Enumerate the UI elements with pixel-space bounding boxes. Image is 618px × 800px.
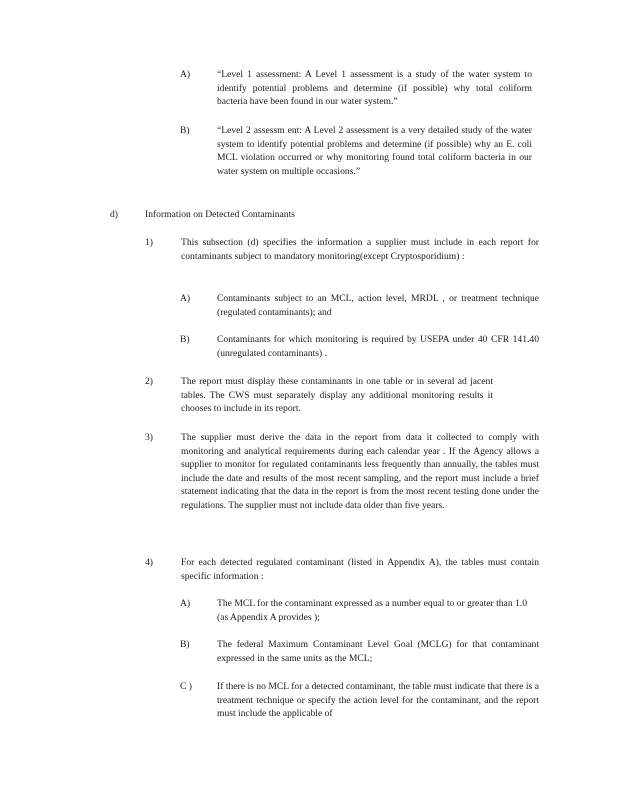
item-text: For each detected regulated contaminant (listed in Appendix A), the tables must contain specific information : <box>181 557 539 582</box>
subsection-4-a <box>0 597 618 625</box>
item-text: This subsection (d) specifies the information a supplier must include in each report for contaminants subject to mandatory monitoring(except Cryptosporidium) : <box>181 237 539 262</box>
section-title: Information on Detected Contaminants <box>145 209 295 220</box>
item-text: “Level 2 assessm ent: A Level 2 assessment is a very detailed study of the water system to identify potential problems and determine (if possible) why an E. coli MCL violation occurred or why monitoring found total coliform bacteria in our water system on multiple occasions.” <box>217 125 532 177</box>
definition-level-1 <box>0 68 618 110</box>
item-text: The federal Maximum Contaminant Level Goal (MCLG) for that contaminant expressed in the same units as the MCL; <box>217 639 539 664</box>
subsection-2 <box>0 375 618 417</box>
subsection-4-b <box>0 638 618 666</box>
item-label: 2) <box>145 376 153 387</box>
item-text: The supplier must derive the data in the report from data it collected to comply with monitoring and analytical requirements during each calendar year . If the Agency allows a supplier to monitor for regulated contaminants less frequently than annually, the tables must include the date and results of the most recent sampling, and the report must include a brief statement indicating that the data in the report is from the most recent testing done under the regulations. The supplier must not include data older than five years. <box>181 432 539 511</box>
item-label: C ) <box>180 681 192 692</box>
item-label: 3) <box>145 432 153 443</box>
item-text: Contaminants subject to an MCL, action level, MRDL , or treatment technique (regulated contaminants); and <box>217 293 539 318</box>
section-heading-d <box>0 208 618 222</box>
subsection-1-a <box>0 292 618 320</box>
item-label: A) <box>180 598 191 609</box>
subsection-1-b <box>0 333 618 361</box>
item-label: 4) <box>145 557 153 568</box>
item-label: B) <box>180 334 190 345</box>
item-label: A) <box>180 293 191 304</box>
subsection-1 <box>0 236 618 278</box>
item-text: The MCL for the contaminant expressed as a number equal to or greater than 1.0 (as Appendix A provides ); <box>217 598 528 623</box>
item-label: B) <box>180 639 190 650</box>
item-text: Contaminants for which monitoring is required by USEPA under 40 CFR 141.40 (unregulated contaminants) . <box>217 334 539 359</box>
item-text: If there is no MCL for a detected contaminant, the table must indicate that there is a treatment technique or specify the action level for the contaminant, and the report must include the applicable of <box>217 681 539 720</box>
item-text: “Level 1 assessment: A Level 1 assessment is a study of the water system to identify potential problems and determine (if possible) why total coliform bacteria have been found in our water system.” <box>217 69 532 108</box>
definition-level-2 <box>0 124 618 194</box>
subsection-4 <box>0 556 618 584</box>
item-label: A) <box>180 69 191 80</box>
item-label: 1) <box>145 237 153 248</box>
item-text: The report must display these contaminants in one table or in several ad jacent tables. The CWS must separately display any additional monitoring results it chooses to include in its report. <box>181 376 493 415</box>
subsection-3 <box>0 431 618 543</box>
section-label: d) <box>110 209 118 220</box>
subsection-4-c <box>0 680 618 722</box>
item-label: B) <box>180 125 190 136</box>
